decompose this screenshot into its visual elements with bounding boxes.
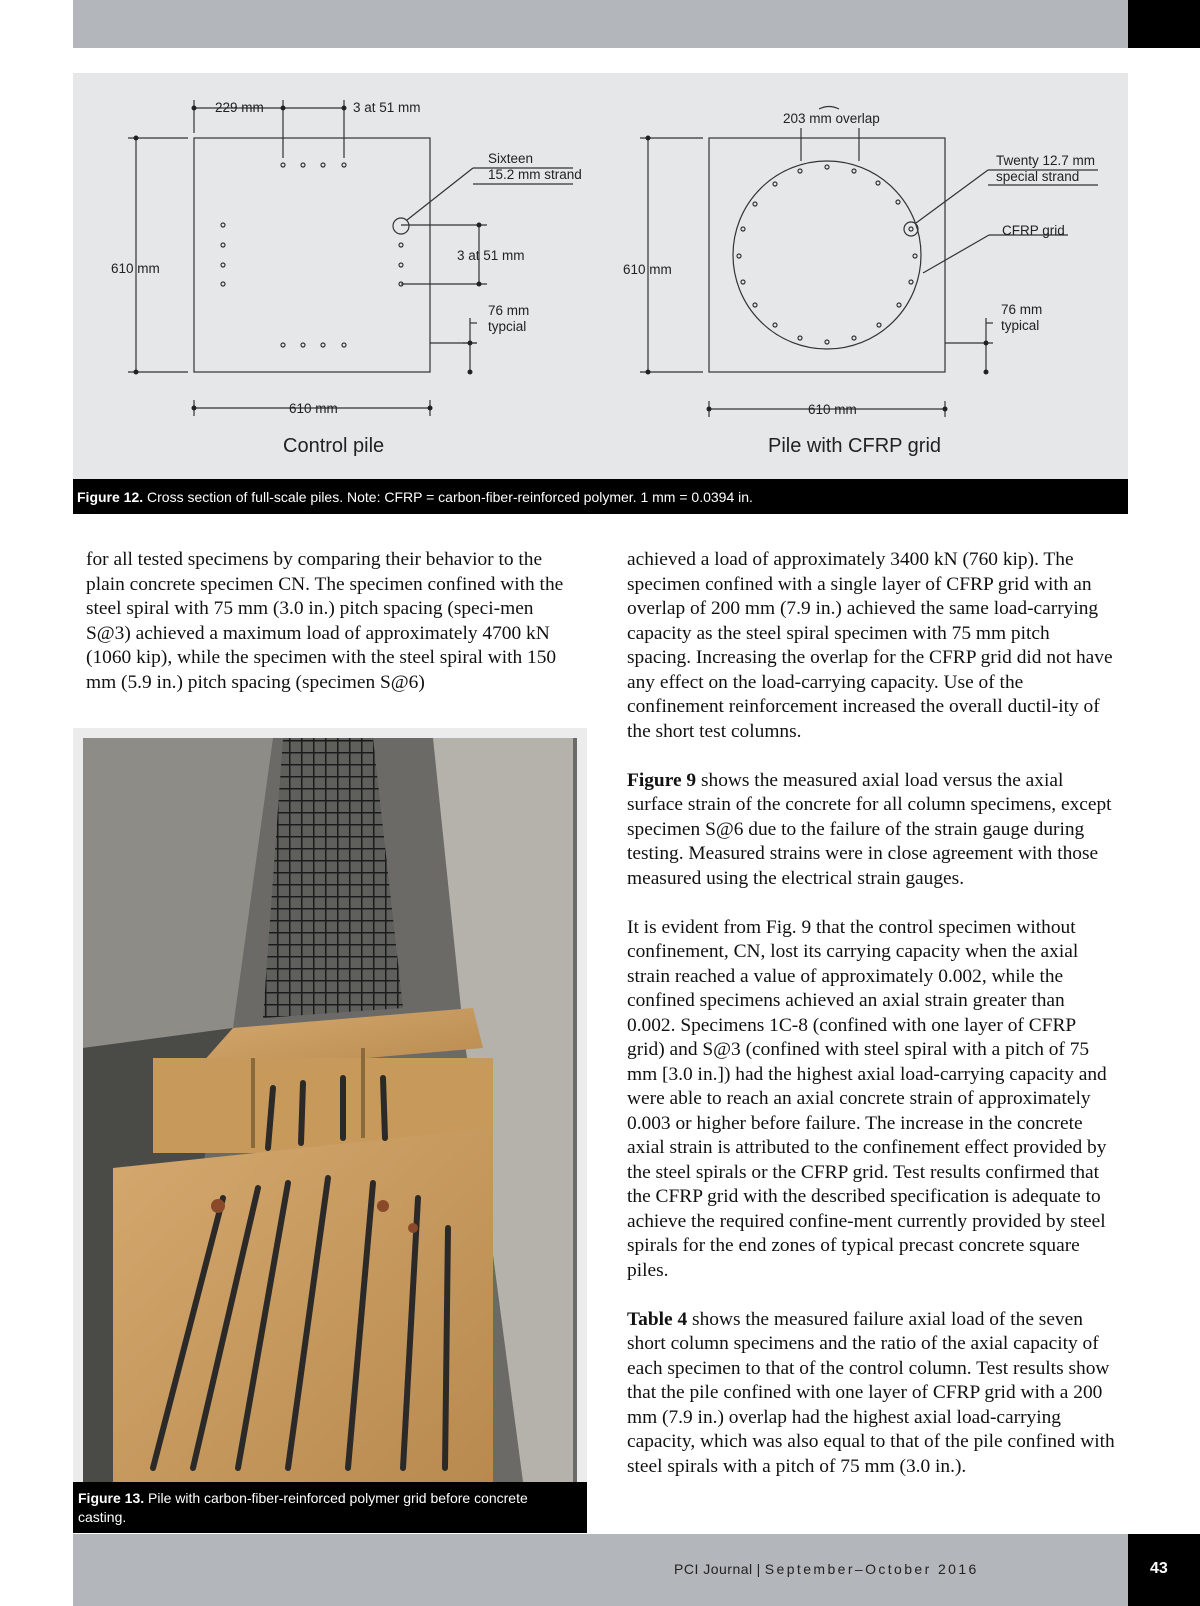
cfrp-dim-height: 610 mm [623, 262, 672, 277]
cfrp-pile-section [709, 138, 945, 372]
figure-13-photo [73, 728, 587, 1482]
control-strand-label-1: Sixteen [488, 151, 534, 166]
figure-13-caption-text: Pile with carbon-fiber-reinforced polymer grid before concrete casting. [78, 1490, 528, 1525]
right-paragraph-4-text: shows the measured failure axial load of the seven short column specimens and the ratio of the axial capacity of each specimen to that of the control column. Test results show that the pile confined with one layer of CFRP grid with a 200 mm (7.9 in.) overlap had the highest axial load-carrying capacity, which was also equal to that of the pile confined with steel spirals with a pitch of 75 mm (3.0 in.). [627, 1308, 1115, 1477]
cfrp-cover-2: typical [1001, 318, 1040, 333]
pile-photo-illustration [73, 728, 587, 1482]
cfrp-cover-1: 76 mm [1001, 302, 1043, 317]
right-paragraph-1: achieved a load of approximately 3400 kN (760 kip). The specimen confined with a single layer of CFRP grid with an overlap of 200 mm (7.9 in.) achieved the same load-carrying capacity as the steel spiral specimen with 75 mm pitch spacing. Increasing the overlap for the CFRP grid did not have any effect on the load-carrying capacity. Use of the confinement reinforcement increased the overall ductil-ity of the short test columns. [627, 549, 1113, 742]
control-dim-edge: 229 mm [215, 100, 264, 115]
header-bar [73, 0, 1128, 48]
cfrp-grid-label: CFRP grid [1002, 223, 1065, 238]
right-paragraph-2 [627, 769, 1117, 892]
figure-13-caption [73, 1482, 587, 1533]
right-paragraph-3: It is evident from Fig. 9 that the control specimen without confinement, CN, lost its carrying capacity when the axial strain reached a value of approximately 0.002, while the confined specimens achieved an axial strain greater than 0.002. Specimens 1C-8 (confined with one layer of CFRP grid) and S@3 (confined with steel spiral with a pitch of 75 mm [3.0 in.]) had the highest axial load-carrying capacity and were able to reach an axial concrete strain of approximately 0.003 or higher before failure. The increase in the concrete axial strain is attributed to the confinement effect provided by the steel spirals or the CFRP grid. Test results confirmed that the CFRP grid with the described specification is adequate to achieve the required confine-ment currently provided by steel spirals for the end zones of typical precast concrete square piles. [627, 916, 1107, 1281]
figure-12-label: Figure 12. [77, 489, 144, 505]
figure-13-label: Figure 13. [78, 1490, 145, 1506]
cfrp-strand-label-1: Twenty 12.7 mm [996, 153, 1096, 168]
cfrp-overlap-label: 203 mm overlap [783, 111, 880, 126]
figure-12-panel [73, 73, 1128, 479]
footer-separator: | [756, 1561, 761, 1577]
control-pile-section [194, 138, 430, 372]
control-pile-title: Control pile [283, 435, 385, 457]
control-cover-2: typcial [488, 319, 527, 334]
figure-9-reference: Figure 9 [627, 769, 697, 791]
cfrp-pile-title: Pile with CFRP grid [768, 435, 942, 457]
journal-issue: September–October 2016 [764, 1561, 979, 1577]
table-4-reference: Table 4 [627, 1308, 688, 1330]
control-dim-spacing-top: 3 at 51 mm [353, 100, 421, 115]
header-corner-block [1128, 0, 1200, 48]
page-number: 43 [1150, 1560, 1168, 1577]
right-column [627, 548, 1117, 1504]
figure-12-caption [73, 479, 1128, 514]
control-strand-label-2: 15.2 mm strand [488, 167, 582, 182]
cfrp-strand-label-2: special strand [996, 169, 1080, 184]
control-dim-width: 610 mm [289, 401, 338, 416]
left-column [86, 548, 576, 720]
right-paragraph-4 [627, 1308, 1117, 1480]
figure-12-diagram [73, 73, 1128, 479]
control-dim-spacing-side: 3 at 51 mm [457, 248, 525, 263]
right-paragraph-2-text: shows the measured axial load versus the axial surface strain of the concrete for all column specimens, except specimen S@6 due to the failure of the strain gauge during testing. Measured strains were in close agreement with those measured using the electrical strain gauges. [627, 769, 1112, 889]
figure-12-caption-text: Cross section of full-scale piles. Note: CFRP = carbon-fiber-reinforced polymer. 1 mm = 0.0394 in. [143, 489, 753, 505]
control-cover-1: 76 mm [488, 303, 530, 318]
cfrp-grid-circle [733, 161, 921, 349]
journal-footer [674, 1561, 979, 1577]
left-paragraph-1: for all tested specimens by comparing their behavior to the plain concrete specimen CN. The specimen confined with the steel spiral with 75 mm (3.0 in.) pitch spacing (speci-men S@3) achieved a maximum load of approximately 4700 kN (1060 kip), while the specimen with the steel spiral with 150 mm (5.9 in.) pitch spacing (specimen S@6) [86, 549, 564, 693]
control-dim-height: 610 mm [111, 261, 160, 276]
journal-name: PCI Journal [674, 1561, 753, 1577]
cfrp-dim-width: 610 mm [808, 402, 857, 417]
